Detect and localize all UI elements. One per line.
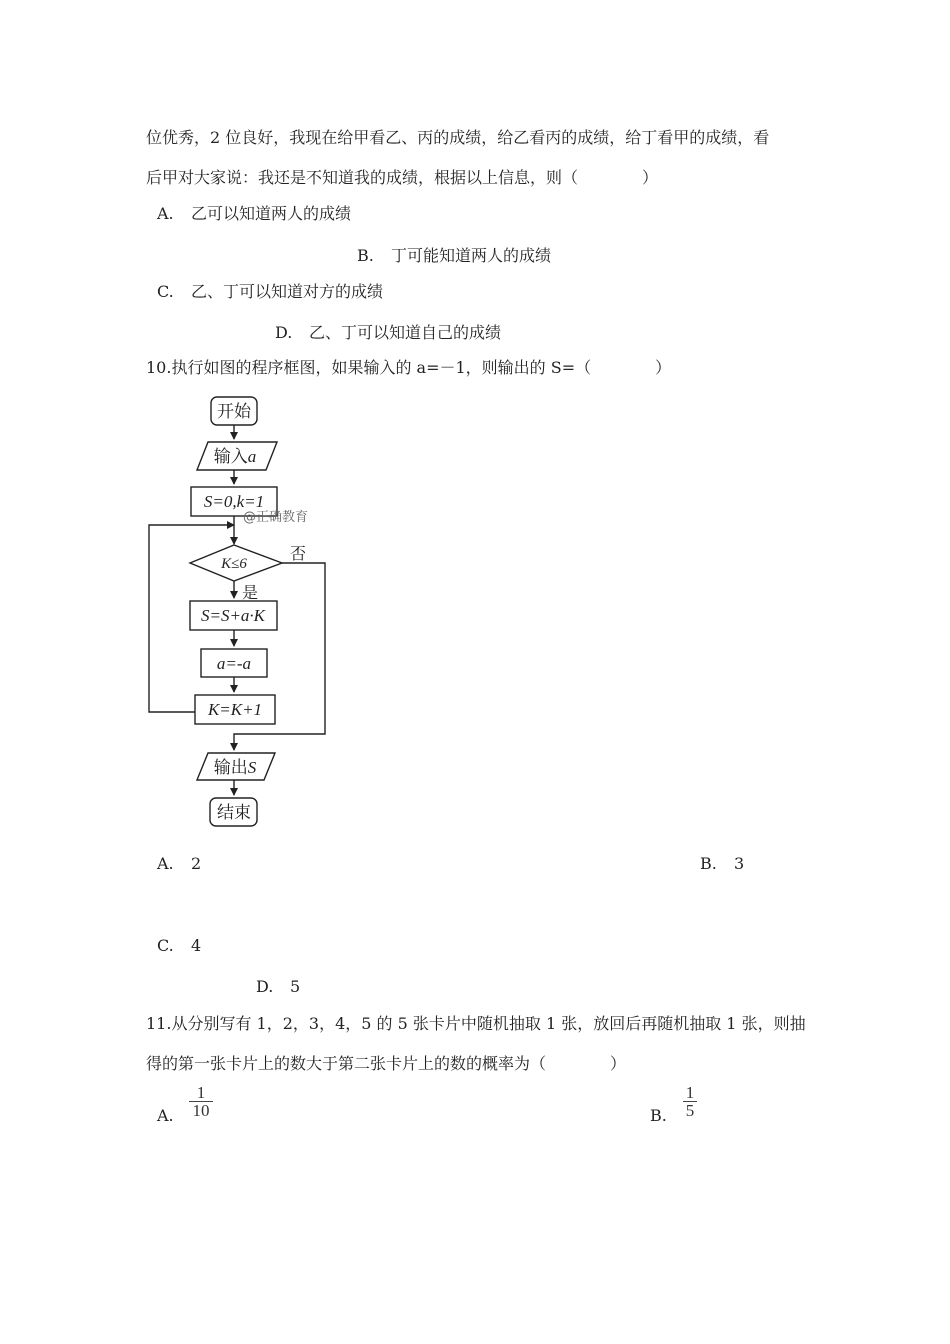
option-letter: A. [157,854,174,873]
option-letter: C. [157,936,174,955]
fraction-numerator: 1 [196,1083,206,1102]
flow-input-label: 输入a [213,447,257,467]
flow-output-label: 输出S [213,758,257,778]
q11-option-b-fraction [683,1085,697,1118]
flow-init-label: S=0,k=1 [203,492,265,511]
flow-yes-label: 是 [242,583,259,602]
option-text: 4 [191,936,202,955]
q9-option-a[interactable] [157,204,351,224]
flow-start-label: 开始 [217,402,251,422]
flow-no-label: 否 [290,544,307,563]
flow-end-label: 结束 [217,803,251,823]
q11-line-2: 得的第一张卡片上的数大于第二张卡片上的数的概率为（ ） [146,1054,627,1073]
q10-option-d[interactable] [256,977,300,997]
q10-stem: 10.执行如图的程序框图，如果输入的 a=－1，则输出的 S=（ ） [146,358,672,377]
flow-step2-label: a=-a [216,654,252,673]
fraction-numerator: 1 [685,1083,695,1102]
option-text: 乙、丁可以知道对方的成绩 [191,282,384,301]
option-text: 2 [191,854,202,873]
option-text: 3 [734,854,745,873]
q11-option-a-fraction [189,1085,213,1118]
option-text: 5 [290,977,301,996]
q11-option-a[interactable] [157,1106,191,1126]
q10-option-c[interactable] [157,936,201,956]
q11-option-b[interactable] [650,1106,684,1126]
option-letter: A. [157,204,174,223]
flow-condition-label: K≤6 [221,556,247,572]
flowchart [140,392,340,832]
option-text: 乙可以知道两人的成绩 [191,204,352,223]
option-letter: B. [650,1106,667,1125]
q11-line-1: 11.从分别写有 1，2，3，4，5 的 5 张卡片中随机抽取 1 张，放回后再随机抽取 1 张，则抽 [146,1014,806,1033]
option-letter: A. [157,1106,174,1125]
q9-option-d[interactable] [275,323,501,343]
watermark: @正确教育 [243,510,309,525]
flow-step1-label: S=S+a·K [200,606,266,625]
option-text: 乙、丁可以知道自己的成绩 [309,323,502,342]
flow-step3-label: K=K+1 [207,700,263,719]
option-text: 丁可能知道两人的成绩 [391,246,552,265]
option-letter: B. [700,854,717,873]
q9-line-2: 后甲对大家说：我还是不知道我的成绩，根据以上信息，则（ ） [146,168,659,187]
q10-option-b[interactable] [700,854,744,874]
q9-line-1: 位优秀，2 位良好，我现在给甲看乙、丙的成绩，给乙看丙的成绩，给丁看甲的成绩，看 [146,128,770,147]
q10-option-a[interactable] [157,854,201,874]
option-letter: C. [157,282,174,301]
option-letter: D. [275,323,293,342]
fraction-denominator: 5 [685,1101,695,1120]
option-letter: B. [357,246,374,265]
fraction-denominator: 10 [192,1101,210,1120]
q9-option-b[interactable] [357,246,551,266]
q9-option-c[interactable] [157,282,383,302]
option-letter: D. [256,977,274,996]
